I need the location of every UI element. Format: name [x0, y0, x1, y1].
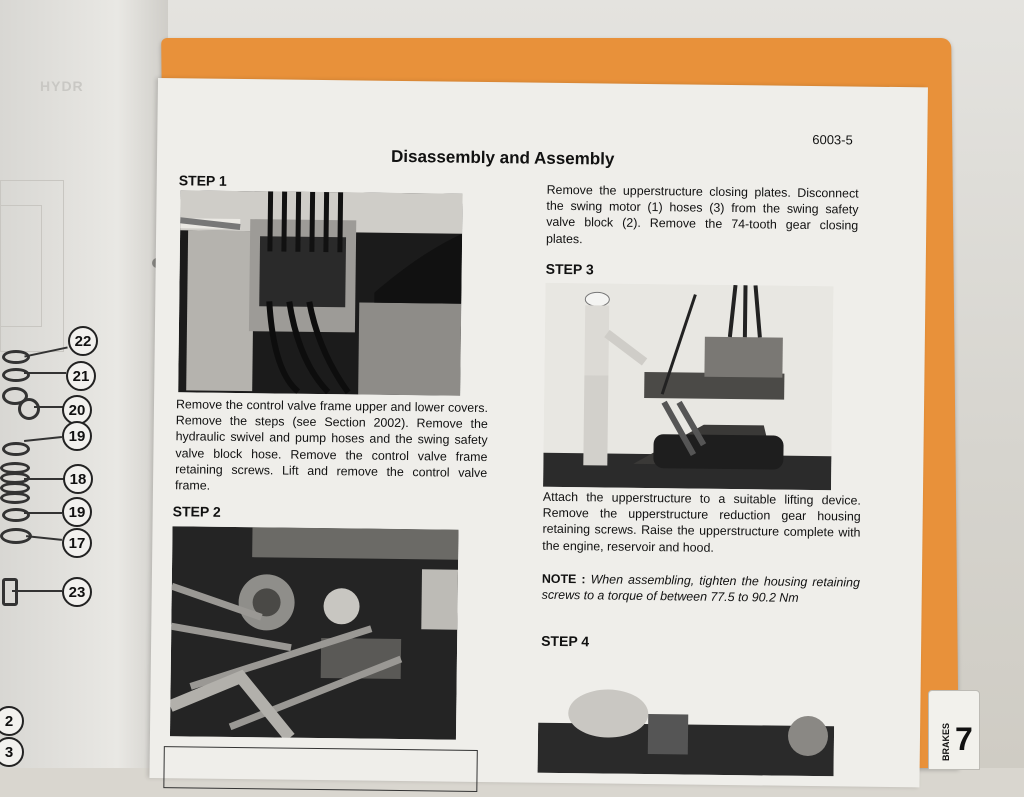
- leader-line: [24, 512, 62, 514]
- step1-heading: STEP 1: [178, 172, 227, 189]
- part-ring: [2, 442, 30, 456]
- left-page-drawing-inner: [0, 205, 42, 327]
- callout-19b: 19: [62, 497, 92, 527]
- step3-heading: STEP 3: [545, 260, 594, 278]
- step1-photo: [178, 190, 462, 395]
- step2-photo: [170, 526, 459, 739]
- part-bolt: [2, 578, 18, 606]
- callout-3: 3: [0, 737, 24, 767]
- manual-page: [149, 78, 927, 787]
- part-ring: [2, 508, 30, 522]
- step3-photo: [543, 283, 833, 491]
- callout-19: 19: [62, 421, 92, 451]
- step1-text: Remove the control valve frame upper and lower covers. Remove the steps (see Section 2002). Remove the hydraulic swivel and pump hoses and the swing safety valve block hose. Remove the control valve frame retaining screws. Lift and remove the control valve frame.: [174, 397, 489, 493]
- callout-22: 22: [68, 326, 98, 356]
- right-intro-text: Remove the upperstructure closing plates. Disconnect the swing motor (1) hoses (3) from the swing safety valve block (2). Remove the 74-tooth gear closing plates.: [545, 182, 859, 246]
- part-spring: [0, 492, 30, 504]
- leader-line: [24, 372, 66, 374]
- callout-21: 21: [66, 361, 96, 391]
- left-page-header: HYDR: [40, 78, 84, 94]
- callout-18: 18: [63, 464, 93, 494]
- callout-2: 2: [0, 706, 24, 736]
- step4-photo: [538, 673, 835, 777]
- step2-heading: STEP 2: [172, 503, 221, 520]
- callout-23: 23: [62, 577, 92, 607]
- section-tab[interactable]: [928, 690, 980, 770]
- note-block: [542, 571, 860, 607]
- leader-line: [12, 590, 62, 592]
- leader-line: [34, 406, 64, 408]
- leader-line: [24, 436, 62, 442]
- page-title: Disassembly and Assembly: [390, 146, 615, 169]
- part-fitting: [18, 398, 40, 420]
- tab-number: 7: [955, 721, 973, 757]
- step2-frame: [163, 746, 477, 792]
- step3-text: Attach the upperstructure to a suitable lifting device. Remove the upperstructure reduction gear housing retaining screws. Raise the upperstructure complete with the engine, reservoir and hood.: [542, 489, 861, 555]
- note-text: When assembling, tighten the housing retaining screws to a torque of between 77.5 to 90.2 Nm: [541, 572, 860, 606]
- part-ring: [2, 368, 30, 382]
- callout-20: 20: [62, 395, 92, 425]
- step4-heading: STEP 4: [541, 632, 590, 650]
- note-label: NOTE :: [541, 571, 586, 587]
- callout-17: 17: [62, 528, 92, 558]
- left-page: [0, 0, 168, 768]
- leader-line: [24, 478, 64, 480]
- tab-label: BRAKES: [941, 722, 951, 761]
- page-number: 6003-5: [812, 131, 853, 148]
